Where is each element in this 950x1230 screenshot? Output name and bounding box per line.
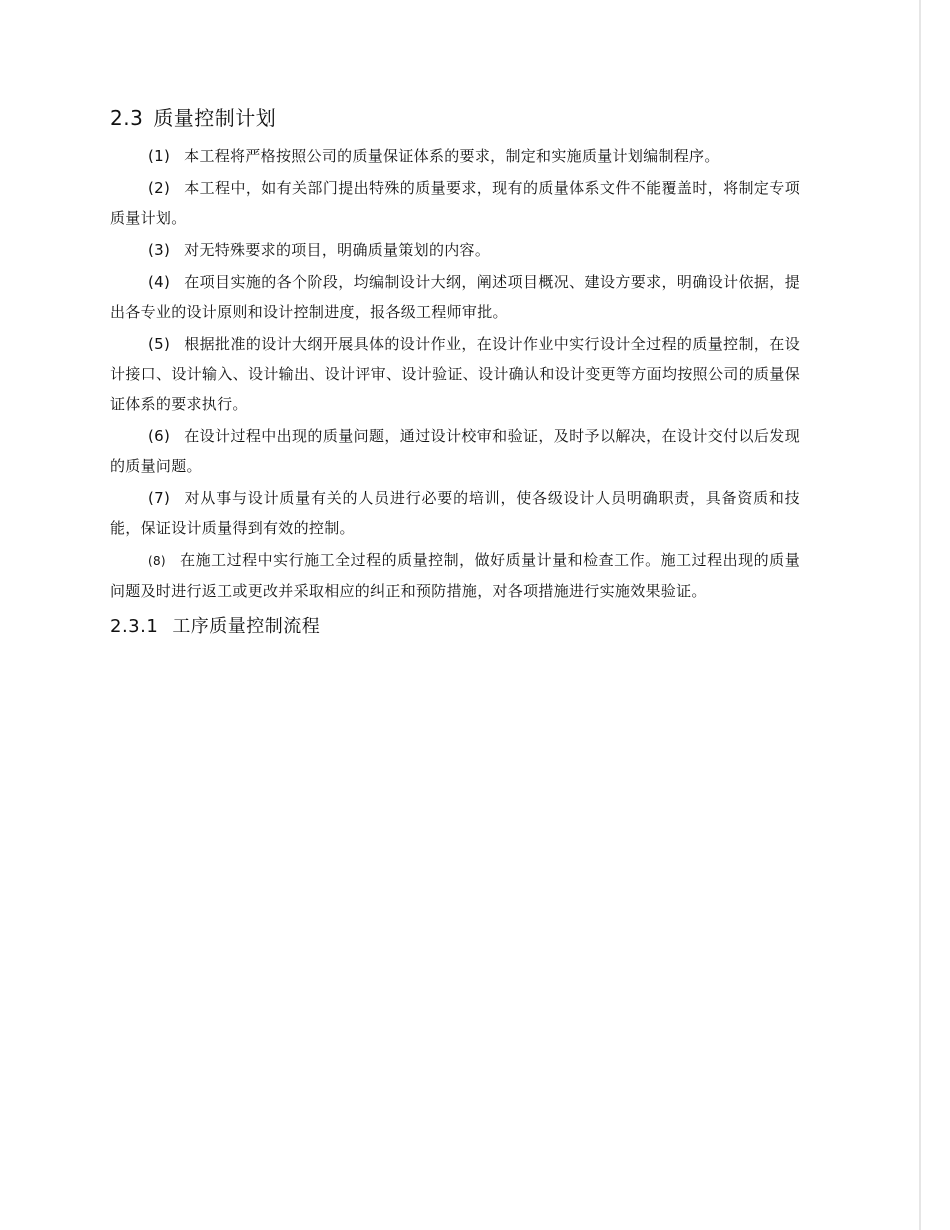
paragraph-text: 本工程将严格按照公司的质量保证体系的要求，制定和实施质量计划编制程序。 — [184, 147, 720, 165]
paragraph-index: (8) — [148, 554, 166, 568]
subsection-number: 2.3.1 — [110, 616, 159, 637]
paragraph-4 — [110, 267, 800, 327]
paragraph-text: 在项目实施的各个阶段，均编制设计大纲，阐述项目概况、建设方要求，明确设计依据，提出各专业的设计原则和设计控制进度，报各级工程师审批。 — [110, 273, 800, 321]
paragraph-5 — [110, 329, 800, 419]
subsection-heading — [110, 610, 800, 644]
paragraph-index: (7) — [148, 489, 171, 507]
paragraph-text: 根据批准的设计大纲开展具体的设计作业，在设计作业中实行设计全过程的质量控制，在设计接口、设计输入、设计输出、设计评审、设计验证、设计确认和设计变更等方面均按照公司的质量保证体系的要求执行。 — [110, 335, 800, 413]
paragraph-text: 在施工过程中实行施工全过程的质量控制，做好质量计量和检查工作。施工过程出现的质量问题及时进行返工或更改并采取相应的纠正和预防措施，对各项措施进行实施效果验证。 — [110, 551, 800, 600]
paragraph-index: (1) — [148, 147, 171, 165]
paragraph-text: 本工程中，如有关部门提出特殊的质量要求，现有的质量体系文件不能覆盖时，将制定专项质量计划。 — [110, 179, 800, 227]
paragraph-index: (3) — [148, 241, 171, 259]
paragraph-index: (2) — [148, 179, 171, 197]
paragraph-index: (6) — [148, 427, 171, 445]
paragraph-text: 在设计过程中出现的质量问题，通过设计校审和验证，及时予以解决，在设计交付以后发现的质量问题。 — [110, 427, 800, 475]
document-body — [110, 100, 800, 644]
paragraph-8 — [110, 545, 800, 606]
subsection-title-text: 工序质量控制流程 — [172, 616, 321, 637]
section-title-text: 质量控制计划 — [153, 106, 277, 130]
page-edge-divider — [919, 0, 921, 1230]
paragraph-text: 对从事与设计质量有关的人员进行必要的培训，使各级设计人员明确职责，具备资质和技能，保证设计质量得到有效的控制。 — [110, 489, 800, 537]
paragraph-3 — [110, 235, 800, 265]
paragraph-index: (4) — [148, 273, 171, 291]
section-number: 2.3 — [110, 106, 144, 130]
paragraph-1 — [110, 141, 800, 171]
paragraph-text: 对无特殊要求的项目，明确质量策划的内容。 — [184, 241, 491, 259]
paragraph-index: (5) — [148, 335, 171, 353]
paragraph-2 — [110, 173, 800, 233]
paragraph-7 — [110, 483, 800, 543]
paragraph-6 — [110, 421, 800, 481]
section-heading — [110, 100, 800, 136]
